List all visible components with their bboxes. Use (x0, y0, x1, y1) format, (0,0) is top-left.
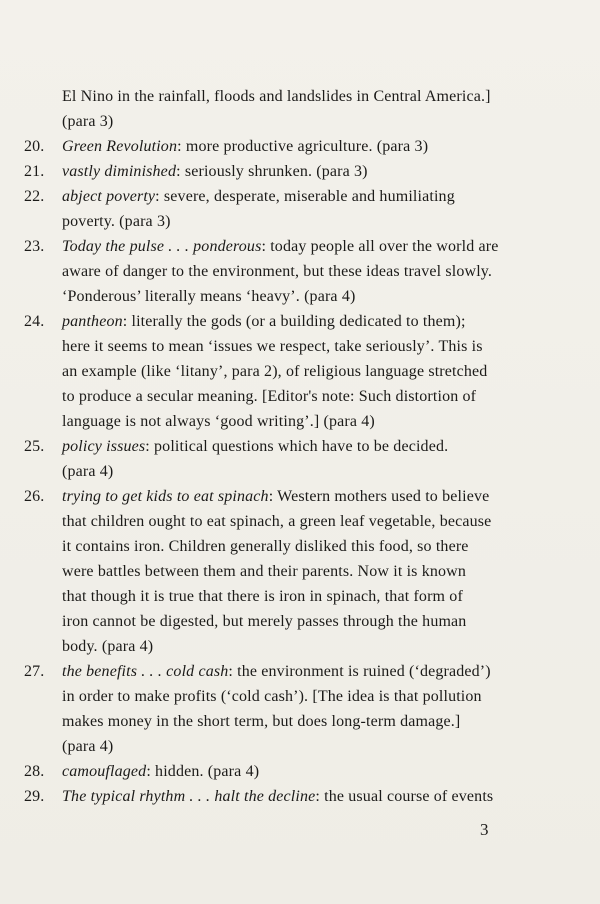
note-line (62, 784, 534, 809)
note-term: pantheon (62, 313, 123, 330)
note-line (62, 384, 534, 409)
note-number: 23. (24, 238, 45, 255)
note-line (62, 584, 534, 609)
note-line (62, 109, 534, 134)
note-item (24, 84, 534, 134)
note-text: were battles between them and their parents. Now it is known (62, 563, 466, 580)
note-text: : hidden. (para 4) (146, 763, 260, 780)
note-term: camouflaged (62, 763, 147, 780)
note-item (24, 659, 534, 759)
note-term: Today the pulse . . . ponderous (62, 238, 262, 255)
note-line (62, 509, 534, 534)
note-number: 20. (24, 138, 45, 155)
note-line (62, 484, 534, 509)
note-line (62, 659, 534, 684)
note-item (24, 784, 534, 809)
note-item (24, 184, 534, 234)
note-text: : more productive agriculture. (para 3) (177, 138, 429, 155)
note-line (62, 684, 534, 709)
note-text: (para 4) (62, 463, 114, 480)
note-line (62, 734, 534, 759)
note-text: language is not always ‘good writing’.] (para 4) (62, 413, 375, 430)
note-number: 27. (24, 663, 45, 680)
note-item (24, 434, 534, 484)
note-text: : today people all over the world are (261, 238, 499, 255)
note-text: that though it is true that there is iron in spinach, that form of (62, 588, 463, 605)
note-line (62, 284, 534, 309)
note-item (24, 484, 534, 659)
note-term: vastly diminished (62, 163, 177, 180)
note-line (62, 634, 534, 659)
note-item (24, 309, 534, 434)
note-text: (para 4) (62, 738, 114, 755)
note-number: 25. (24, 438, 45, 455)
note-text: body. (para 4) (62, 638, 154, 655)
note-text: that children ought to eat spinach, a green leaf vegetable, because (62, 513, 492, 530)
note-item (24, 159, 534, 184)
note-text: it contains iron. Children generally disliked this food, so there (62, 538, 469, 555)
note-line (62, 359, 534, 384)
note-text: (para 3) (62, 113, 114, 130)
note-term: The typical rhythm . . . halt the decline (62, 788, 316, 805)
note-text: : literally the gods (or a building dedicated to them); (122, 313, 466, 330)
note-text: : Western mothers used to believe (268, 488, 490, 505)
note-item (24, 759, 534, 784)
note-line (62, 459, 534, 484)
note-text: poverty. (para 3) (62, 213, 171, 230)
note-text: El Nino in the rainfall, floods and landslides in Central America.] (62, 88, 491, 105)
note-number: 29. (24, 788, 45, 805)
note-term: Green Revolution (62, 138, 178, 155)
note-text: : the usual course of events (315, 788, 494, 805)
note-text: : the environment is ruined (‘degraded’) (228, 663, 491, 680)
note-line (62, 559, 534, 584)
note-line (62, 209, 534, 234)
note-line (62, 159, 534, 184)
note-term: the benefits . . . cold cash (62, 663, 229, 680)
note-text: ‘Ponderous’ literally means ‘heavy’. (para 4) (62, 288, 356, 305)
note-line (62, 84, 534, 109)
note-number: 21. (24, 163, 45, 180)
note-line (62, 709, 534, 734)
note-term: abject poverty (62, 188, 156, 205)
note-line (62, 534, 534, 559)
note-line (62, 434, 534, 459)
note-line (62, 309, 534, 334)
note-number: 22. (24, 188, 45, 205)
note-line (62, 259, 534, 284)
note-text: iron cannot be digested, but merely passes through the human (62, 613, 467, 630)
note-text: here it seems to mean ‘issues we respect, take seriously’. This is (62, 338, 483, 355)
note-line (62, 609, 534, 634)
note-line (62, 759, 534, 784)
note-item (24, 234, 534, 309)
note-text: : severe, desperate, miserable and humiliating (155, 188, 455, 205)
note-number: 24. (24, 313, 45, 330)
note-line (62, 234, 534, 259)
note-line (62, 134, 534, 159)
note-text: makes money in the short term, but does long-term damage.] (62, 713, 461, 730)
note-line (62, 184, 534, 209)
note-term: policy issues (62, 438, 146, 455)
note-text: aware of danger to the environment, but these ideas travel slowly. (62, 263, 493, 280)
note-line (62, 334, 534, 359)
note-text: an example (like ‘litany’, para 2), of religious language stretched (62, 363, 488, 380)
note-number: 28. (24, 763, 45, 780)
page-number: 3 (480, 820, 489, 839)
note-line (62, 409, 534, 434)
note-number: 26. (24, 488, 45, 505)
note-term: trying to get kids to eat spinach (62, 488, 269, 505)
note-text: to produce a secular meaning. [Editor's note: Such distortion of (62, 388, 477, 405)
note-item (24, 134, 534, 159)
notes-list (24, 84, 534, 809)
note-text: in order to make profits (‘cold cash’). [The idea is that pollution (62, 688, 482, 705)
note-text: : political questions which have to be decided. (145, 438, 449, 455)
note-text: : seriously shrunken. (para 3) (176, 163, 368, 180)
